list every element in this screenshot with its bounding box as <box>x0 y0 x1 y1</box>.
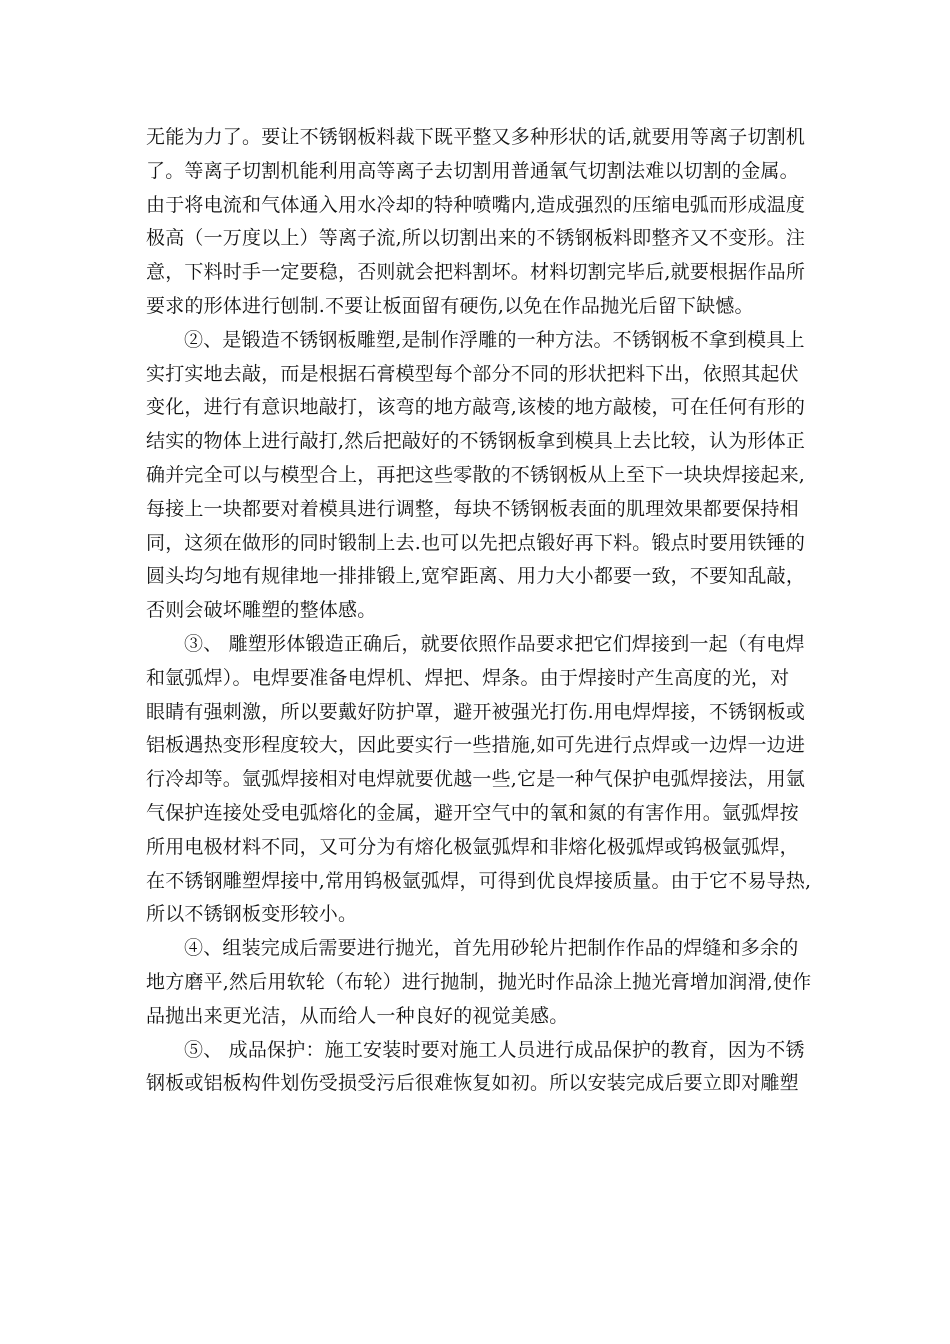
paragraph-protection <box>146 1034 816 1102</box>
text-line: ③、 雕塑形体锻造正确后，就要依照作品要求把它们焊接到一起（有电焊 <box>184 632 805 655</box>
text-line: 在不锈钢雕塑焊接中,常用钨极氩弧焊，可得到优良焊接质量。由于它不易导热, <box>146 869 812 892</box>
text-line: 同，这须在做形的同时锻制上去.也可以先把点锻好再下料。锻点时要用铁锤的 <box>146 531 806 554</box>
text-line: 所用电极材料不同，又可分为有熔化极氩弧焊和非熔化极弧焊或钨极氩弧焊， <box>146 835 799 858</box>
text-line: 地方磨平,然后用软轮（布轮）进行抛制，抛光时作品涂上抛光膏增加润滑,使作 <box>146 970 812 993</box>
paragraph-forging <box>146 324 816 628</box>
text-line: 结实的物体上进行敲打,然后把敲好的不锈钢板拿到模具上去比较，认为形体正 <box>146 430 806 453</box>
text-line: 品抛出来更光洁，从而给人一种良好的视觉美感。 <box>146 1004 569 1027</box>
text-line: 所以不锈钢板变形较小。 <box>146 903 358 926</box>
text-line: 每接上一块都要对着模具进行调整，每块不锈钢板表面的肌理效果都要保持相 <box>146 497 799 520</box>
text-line: 否则会破坏雕塑的整体感。 <box>146 599 377 622</box>
paragraph-plasma-cutting <box>146 121 816 324</box>
text-line: 确并完全可以与模型合上，再把这些零散的不锈钢板从上至下一块块焊接起来, <box>146 463 806 486</box>
text-line: 意，下料时手一定要稳，否则就会把料割坏。材料切割完毕后,就要根据作品所 <box>146 261 806 284</box>
text-line: ②、是锻造不锈钢板雕塑,是制作浮雕的一种方法。不锈钢板不拿到模具上 <box>184 328 805 351</box>
text-line: 实打实地去敲，而是根据石膏模型每个部分不同的形状把料下出，依照其起伏 <box>146 362 799 385</box>
paragraph-welding <box>146 628 816 932</box>
text-line: 无能为力了。要让不锈钢板料裁下既平整又多种形状的话,就要用等离子切割机 <box>146 126 806 148</box>
text-line: ⑤、 成品保护：施工安装时要对施工人员进行成品保护的教育，因为不锈 <box>184 1038 805 1061</box>
text-line: 要求的形体进行刨制.不要让板面留有硬伤,以免在作品抛光后留下缺憾。 <box>146 294 754 317</box>
text-line: 圆头均匀地有规律地一排排锻上,宽窄距离、用力大小都要一致，不要知乱敲， <box>146 565 806 588</box>
text-line: 变化，进行有意识地敲打，该弯的地方敲弯,该棱的地方敲棱，可在任何有形的 <box>146 396 806 419</box>
text-line: 铝板遇热变形程度较大，因此要实行一些措施,如可先进行点焊或一边焊一边进 <box>146 734 806 757</box>
text-line: 和氩弧焊）。电焊要准备电焊机、焊把、焊条。由于焊接时产生高度的光，对 <box>146 666 790 689</box>
text-line: 钢板或铝板构件划伤受损受污后很难恢复如初。所以安装完成后要立即对雕塑 <box>146 1072 799 1095</box>
text-line: 了。等离子切割机能利用高等离子去切割用普通氧气切割法难以切割的金属。 <box>146 159 799 182</box>
text-line: 极高（一万度以上）等离子流,所以切割出来的不锈钢板料即整齐又不变形。注 <box>146 227 806 250</box>
text-line: 由于将电流和气体通入用水冷却的特种喷嘴内,造成强烈的压缩电弧而形成温度 <box>146 193 806 216</box>
paragraph-polishing <box>146 932 816 1033</box>
text-line: 眼睛有强刺激，所以要戴好防护罩，避开被强光打伤.用电焊焊接，不锈钢板或 <box>146 700 806 723</box>
body-text <box>146 121 816 1101</box>
text-line: 行冷却等。氩弧焊接相对电焊就要优越一些,它是一种气保护电弧焊接法，用氩 <box>146 768 806 791</box>
text-line: ④、组装完成后需要进行抛光，首先用砂轮片把制作作品的焊缝和多余的 <box>184 937 799 960</box>
text-line: 气保护连接处受电弧熔化的金属，避开空气中的氧和氮的有害作用。氩弧焊按 <box>146 801 799 824</box>
